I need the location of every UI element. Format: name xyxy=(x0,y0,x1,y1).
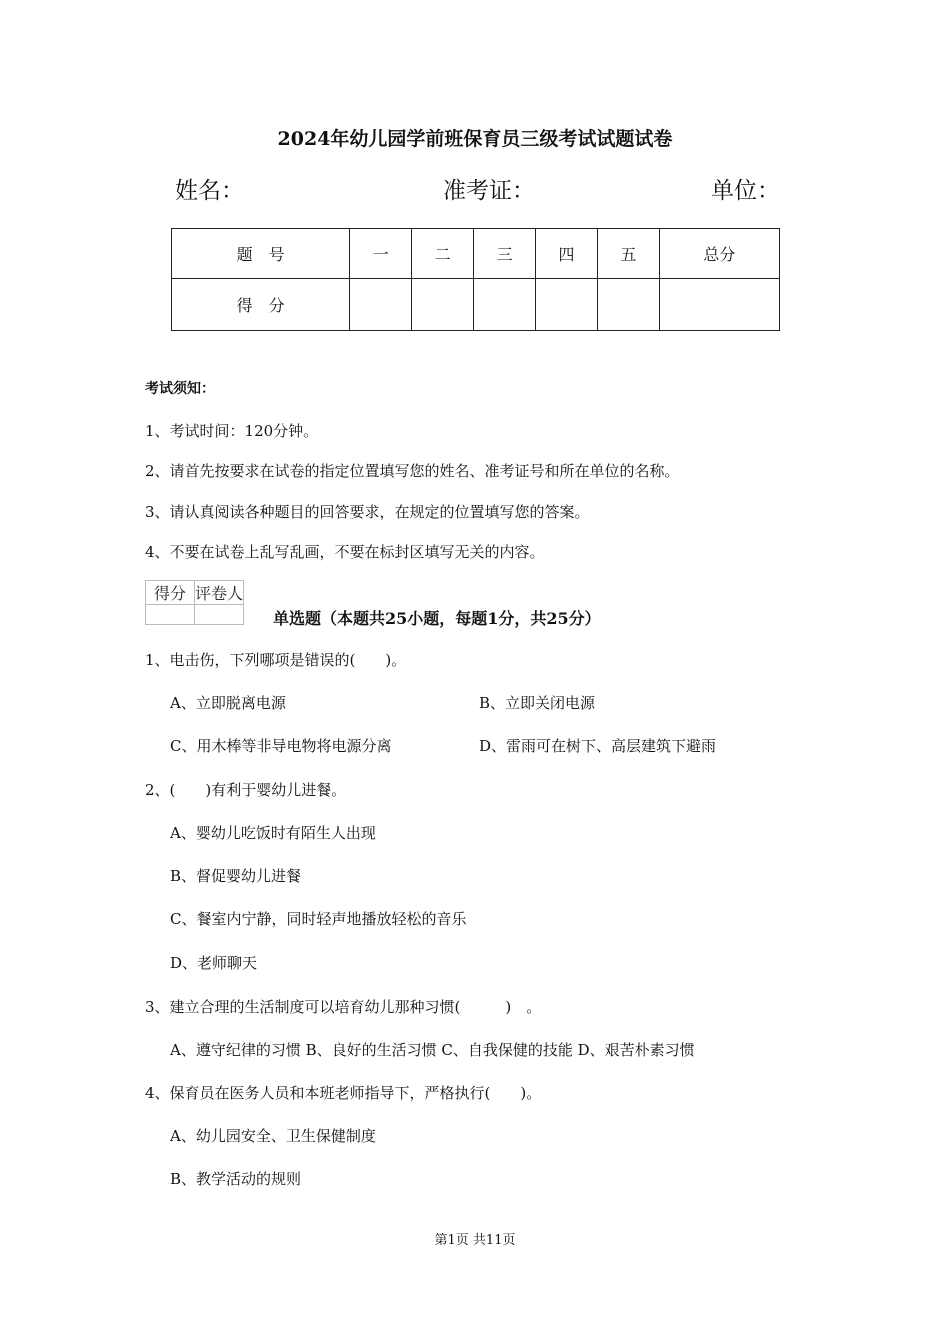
question-option: C、用木棒等非导电物将电源分离 xyxy=(170,737,392,755)
grader-box-score-label: 得分 xyxy=(146,581,195,605)
score-cell-3 xyxy=(474,279,536,331)
header-cell-1: 一 xyxy=(350,229,412,279)
grader-box xyxy=(145,580,244,625)
header-cell-total: 总分 xyxy=(659,229,779,279)
name-field-label: 姓名： xyxy=(175,178,244,204)
header-cell-3: 三 xyxy=(474,229,536,279)
notice-item: 4、不要在试卷上乱写乱画，不要在标封区填写无关的内容。 xyxy=(145,543,545,561)
grader-box-score-cell xyxy=(146,605,195,625)
question-stem: 1、电击伤，下列哪项是错误的( )。 xyxy=(145,651,407,669)
grader-box-grader-cell xyxy=(195,605,244,625)
score-table xyxy=(171,228,780,331)
question-option: A、遵守纪律的习惯 B、良好的生活习惯 C、自我保健的技能 D、艰苦朴素习惯 xyxy=(170,1041,695,1059)
question-option: A、幼儿园安全、卫生保健制度 xyxy=(170,1127,376,1145)
question-option: D、老师聊天 xyxy=(170,954,258,972)
question-stem: 3、建立合理的生活制度可以培育幼儿那种习惯( ) 。 xyxy=(145,998,542,1016)
page-footer: 第1页 共11页 xyxy=(434,1233,516,1248)
header-cell-question-no: 题 号 xyxy=(172,229,350,279)
score-table-header-row xyxy=(172,229,780,279)
score-cell-2 xyxy=(412,279,474,331)
question-stem: 2、( )有利于婴幼儿进餐。 xyxy=(145,781,347,799)
section-title: 单选题（本题共25小题，每题1分，共25分） xyxy=(273,609,601,628)
question-option: C、餐室内宁静，同时轻声地播放轻松的音乐 xyxy=(170,910,467,928)
score-cell-total xyxy=(659,279,779,331)
grader-box-grader-label: 评卷人 xyxy=(195,581,244,605)
header-cell-2: 二 xyxy=(412,229,474,279)
question-stem: 4、保育员在医务人员和本班老师指导下，严格执行( )。 xyxy=(145,1084,542,1102)
question-option: A、立即脱离电源 xyxy=(170,694,286,712)
notice-item: 1、考试时间：120分钟。 xyxy=(145,422,319,440)
unit-field-label: 单位： xyxy=(711,178,780,204)
header-cell-4: 四 xyxy=(536,229,598,279)
score-cell-4 xyxy=(536,279,598,331)
score-row-label: 得 分 xyxy=(172,279,350,331)
question-option: B、督促婴幼儿进餐 xyxy=(170,867,302,885)
score-table-score-row xyxy=(172,279,780,331)
header-cell-5: 五 xyxy=(597,229,659,279)
question-option: A、婴幼儿吃饭时有陌生人出现 xyxy=(170,824,376,842)
score-cell-5 xyxy=(597,279,659,331)
page-title: 2024年幼儿园学前班保育员三级考试试题试卷 xyxy=(277,128,673,150)
question-option: B、教学活动的规则 xyxy=(170,1170,302,1188)
question-option: B、立即关闭电源 xyxy=(479,694,596,712)
question-option: D、雷雨可在树下、高层建筑下避雨 xyxy=(479,737,717,755)
exam-id-field-label: 准考证： xyxy=(443,178,535,204)
notice-item: 2、请首先按要求在试卷的指定位置填写您的姓名、准考证号和所在单位的名称。 xyxy=(145,462,680,480)
score-cell-1 xyxy=(350,279,412,331)
notice-title: 考试须知： xyxy=(145,381,215,397)
notice-item: 3、请认真阅读各种题目的回答要求，在规定的位置填写您的答案。 xyxy=(145,503,590,521)
